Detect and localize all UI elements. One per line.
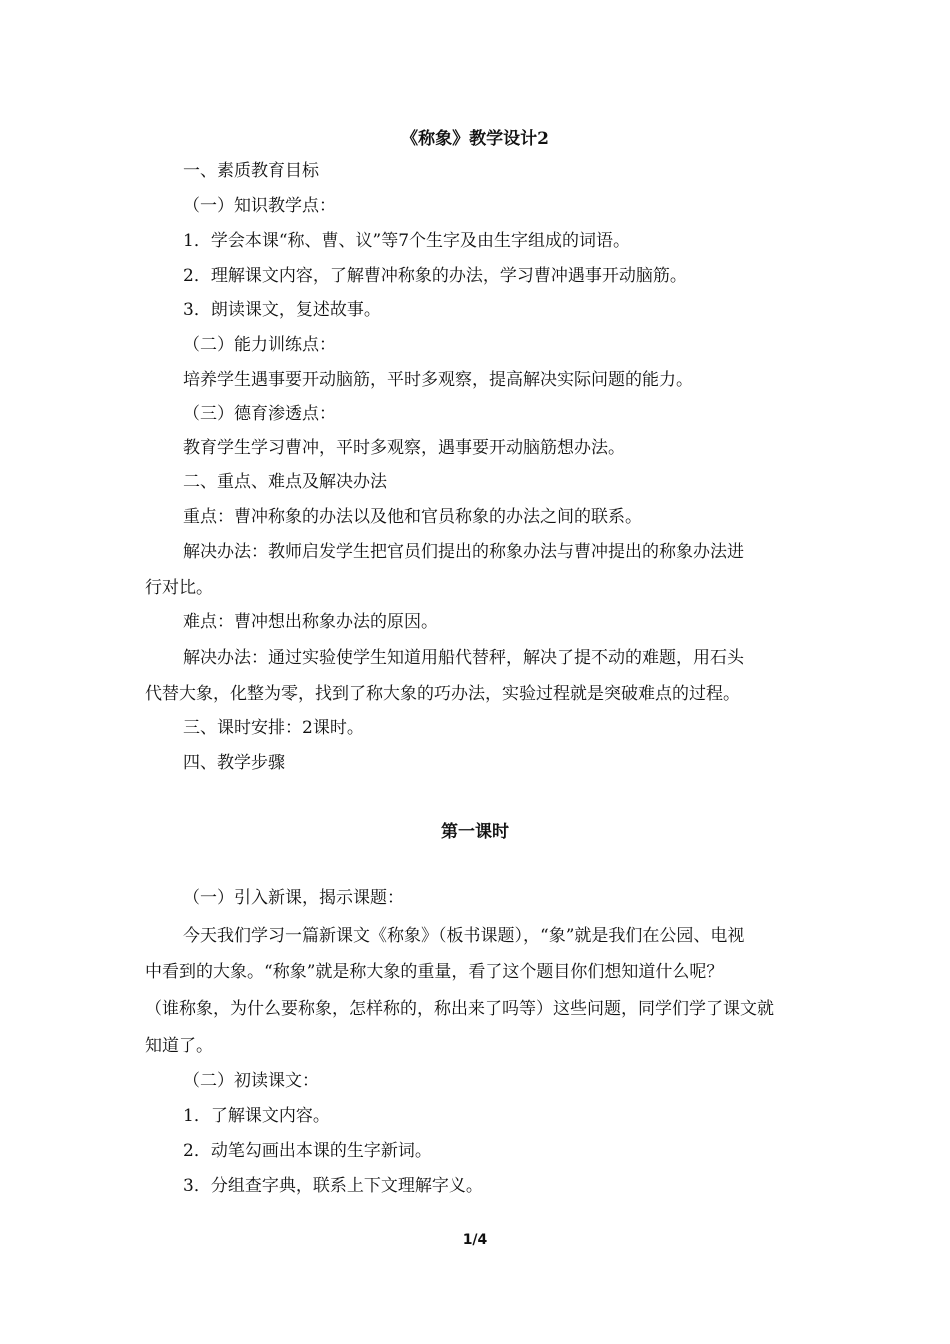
paragraph: 1．学会本课“称、曹、议”等7个生字及由生字组成的词语。 (183, 231, 631, 251)
paragraph-continuation: 知道了。 (145, 1036, 213, 1056)
paragraph: 1．了解课文内容。 (183, 1106, 330, 1126)
paragraph: 3．分组查字典，联系上下文理解字义。 (183, 1176, 483, 1196)
paragraph: 培养学生遇事要开动脑筋，平时多观察，提高解决实际问题的能力。 (183, 370, 693, 390)
paragraph: 3．朗读课文，复述故事。 (183, 300, 381, 320)
paragraph-continuation: （谁称象，为什么要称象，怎样称的，称出来了吗等）这些问题，同学们学了课文就 (145, 999, 774, 1019)
paragraph-continuation: 行对比。 (145, 578, 213, 598)
paragraph: 今天我们学习一篇新课文《称象》（板书课题），“象”就是我们在公园、电视 (183, 926, 745, 946)
paragraph: 解决办法：教师启发学生把官员们提出的称象办法与曹冲提出的称象办法进 (183, 542, 744, 562)
paragraph: 教育学生学习曹冲，平时多观察，遇事要开动脑筋想办法。 (183, 438, 625, 458)
paragraph: （二）初读课文： (183, 1071, 319, 1091)
paragraph: （一）引入新课，揭示课题： (183, 888, 404, 908)
paragraph: （一）知识教学点： (183, 196, 336, 216)
page-number: 1/4 (462, 1232, 488, 1248)
paragraph: 2．动笔勾画出本课的生字新词。 (183, 1141, 432, 1161)
paragraph: 重点：曹冲称象的办法以及他和官员称象的办法之间的联系。 (183, 507, 642, 527)
paragraph: 2．理解课文内容，了解曹冲称象的办法，学习曹冲遇事开动脑筋。 (183, 266, 687, 286)
paragraph-continuation: 代替大象，化整为零，找到了称大象的巧办法，实验过程就是突破难点的过程。 (145, 684, 740, 704)
paragraph: （二）能力训练点： (183, 335, 336, 355)
paragraph-continuation: 中看到的大象。“称象”就是称大象的重量，看了这个题目你们想知道什么呢？ (145, 962, 724, 982)
section-title: 第一课时 (441, 822, 509, 842)
paragraph: 难点：曹冲想出称象办法的原因。 (183, 612, 438, 632)
paragraph: 解决办法：通过实验使学生知道用船代替秤，解决了提不动的难题，用石头 (183, 648, 744, 668)
document-title: 《称象》教学设计2 (401, 129, 549, 149)
paragraph: 四、教学步骤 (183, 753, 285, 773)
paragraph: 三、课时安排：2课时。 (183, 718, 364, 738)
paragraph: 二、重点、难点及解决办法 (183, 472, 387, 492)
paragraph: （三）德育渗透点： (183, 404, 336, 424)
paragraph: 一、素质教育目标 (183, 161, 319, 181)
